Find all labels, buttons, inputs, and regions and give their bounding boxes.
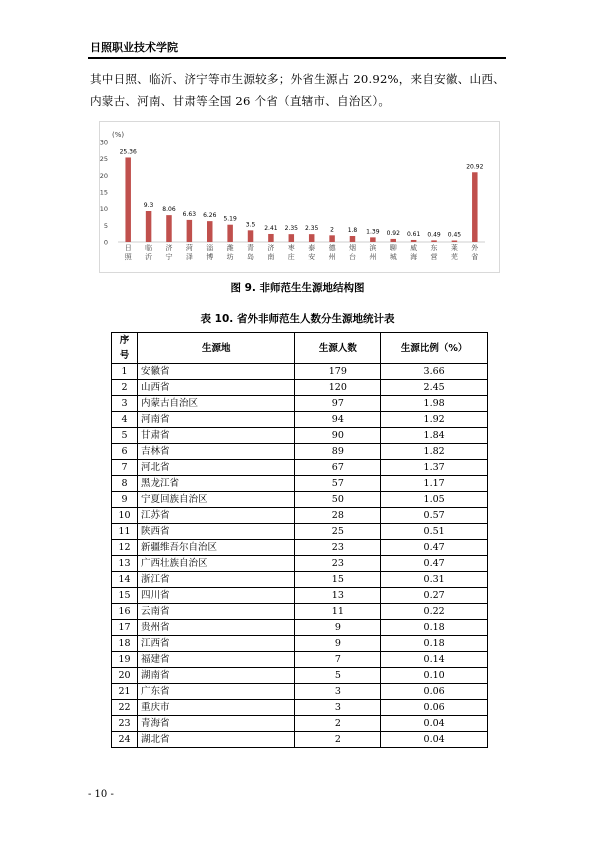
cell-index: 9: [112, 492, 138, 508]
table-row: [112, 492, 488, 508]
origin-table: [111, 332, 488, 748]
bar: [411, 240, 417, 242]
x-tick-label: 南: [267, 253, 275, 261]
bar-chart: [100, 122, 499, 272]
x-tick-label: 聊: [389, 244, 397, 252]
cell-index: 24: [112, 732, 138, 748]
cell-origin: 贵州省: [137, 620, 294, 636]
data-label: 0.61: [406, 230, 421, 238]
x-tick-label: 青: [247, 244, 255, 252]
cell-index: 12: [112, 540, 138, 556]
cell-ratio: 0.47: [381, 556, 488, 572]
data-label: 2: [330, 226, 334, 234]
cell-count: 23: [295, 556, 381, 572]
cell-index: 14: [112, 572, 138, 588]
cell-origin: 黑龙江省: [137, 476, 294, 492]
header-origin: 生源地: [137, 333, 294, 364]
bar: [329, 235, 335, 242]
cell-index: 19: [112, 652, 138, 668]
x-tick-label: 城: [389, 253, 397, 261]
x-tick-label: 岛: [247, 253, 255, 261]
cell-index: 21: [112, 684, 138, 700]
bar: [370, 237, 376, 242]
cell-ratio: 0.04: [381, 732, 488, 748]
cell-count: 3: [295, 700, 381, 716]
figure-caption: 图 9. 非师范生生源地结构图: [230, 282, 365, 294]
cell-count: 11: [295, 604, 381, 620]
x-tick-label: 外: [471, 244, 479, 252]
cell-ratio: 0.14: [381, 652, 488, 668]
data-label: 0.92: [386, 229, 400, 237]
cell-count: 67: [295, 460, 381, 476]
data-label: 6.26: [203, 212, 217, 220]
intro-paragraph: 其中日照、临沂、济宁等市生源较多；外省生源占 20.92%，来自安徽、山西、内蒙古、河南、甘肃等全国 26 个省（直辖市、自治区）。: [90, 72, 505, 108]
cell-count: 57: [295, 476, 381, 492]
data-label: 20.92: [466, 163, 484, 171]
cell-origin: 宁夏回族自治区: [137, 492, 294, 508]
bar: [187, 220, 193, 242]
bar: [431, 240, 437, 242]
cell-origin: 浙江省: [137, 572, 294, 588]
y-tick-label: 30: [100, 138, 108, 147]
x-tick-label: 博: [206, 253, 214, 261]
cell-origin: 陕西省: [137, 524, 294, 540]
cell-count: 15: [295, 572, 381, 588]
cell-ratio: 0.06: [381, 684, 488, 700]
header-ratio: 生源比例（%）: [381, 333, 488, 364]
x-tick-label: 坊: [226, 253, 234, 261]
header-count: 生源人数: [295, 333, 381, 364]
x-tick-label: 泽: [185, 253, 193, 261]
cell-ratio: 1.98: [381, 396, 488, 412]
cell-count: 9: [295, 636, 381, 652]
table-header-row: [112, 333, 488, 364]
bar: [268, 234, 274, 242]
x-tick-label: 淄: [206, 244, 214, 252]
x-tick-label: 莱: [450, 244, 458, 252]
table-row: [112, 396, 488, 412]
header-title: 日照职业技术学院: [90, 41, 178, 54]
cell-ratio: 0.57: [381, 508, 488, 524]
x-tick-label: 济: [165, 244, 173, 252]
cell-ratio: 1.05: [381, 492, 488, 508]
cell-count: 2: [295, 716, 381, 732]
bar: [309, 234, 315, 242]
cell-index: 7: [112, 460, 138, 476]
y-tick-label: 25: [100, 155, 108, 164]
x-tick-label: 营: [430, 253, 438, 261]
cell-index: 15: [112, 588, 138, 604]
bar: [248, 230, 254, 242]
y-tick-label: 5: [103, 221, 108, 230]
cell-origin: 广东省: [137, 684, 294, 700]
data-label: 8.06: [162, 206, 176, 214]
x-tick-label: 德: [328, 244, 336, 252]
cell-origin: 福建省: [137, 652, 294, 668]
cell-index: 20: [112, 668, 138, 684]
table-row: [112, 572, 488, 588]
data-label: 3.5: [245, 221, 256, 229]
cell-origin: 山西省: [137, 380, 294, 396]
cell-origin: 新疆维吾尔自治区: [137, 540, 294, 556]
bar: [166, 215, 172, 242]
cell-ratio: 0.51: [381, 524, 488, 540]
bar: [146, 211, 152, 242]
cell-count: 97: [295, 396, 381, 412]
table-row: [112, 460, 488, 476]
cell-ratio: 3.66: [381, 364, 488, 380]
cell-origin: 湖南省: [137, 668, 294, 684]
cell-origin: 青海省: [137, 716, 294, 732]
table-row: [112, 428, 488, 444]
cell-index: 10: [112, 508, 138, 524]
cell-count: 50: [295, 492, 381, 508]
cell-origin: 吉林省: [137, 444, 294, 460]
data-label: 1.39: [366, 228, 380, 236]
y-tick-label: 20: [100, 171, 108, 180]
cell-index: 3: [112, 396, 138, 412]
bar: [227, 225, 233, 242]
data-label: 25.36: [119, 148, 137, 156]
x-tick-label: 庄: [287, 253, 295, 261]
x-tick-label: 沂: [145, 253, 153, 261]
cell-count: 5: [295, 668, 381, 684]
x-tick-label: 菏: [185, 244, 193, 252]
table-row: [112, 604, 488, 620]
cell-ratio: 1.84: [381, 428, 488, 444]
y-tick-label: 15: [100, 188, 108, 197]
cell-ratio: 0.06: [381, 700, 488, 716]
cell-ratio: 0.47: [381, 540, 488, 556]
table-row: [112, 636, 488, 652]
cell-ratio: 0.18: [381, 620, 488, 636]
cell-index: 23: [112, 716, 138, 732]
cell-ratio: 0.22: [381, 604, 488, 620]
table-row: [112, 540, 488, 556]
table-row: [112, 364, 488, 380]
bar: [207, 221, 213, 242]
x-tick-label: 枣: [287, 244, 295, 252]
cell-ratio: 0.04: [381, 716, 488, 732]
table-row: [112, 508, 488, 524]
header-divider: [88, 57, 506, 59]
cell-origin: 江苏省: [137, 508, 294, 524]
bar: [350, 236, 356, 242]
bar: [452, 241, 458, 243]
x-tick-label: 海: [410, 253, 418, 261]
x-tick-label: 台: [348, 253, 356, 261]
cell-index: 4: [112, 412, 138, 428]
cell-origin: 江西省: [137, 636, 294, 652]
cell-count: 179: [295, 364, 381, 380]
cell-index: 6: [112, 444, 138, 460]
data-label: 1.8: [347, 227, 358, 234]
cell-origin: 广西壮族自治区: [137, 556, 294, 572]
cell-count: 120: [295, 380, 381, 396]
table-row: [112, 700, 488, 716]
cell-count: 7: [295, 652, 381, 668]
data-label: 2.35: [284, 225, 298, 233]
data-label: 9.3: [143, 202, 154, 209]
cell-index: 8: [112, 476, 138, 492]
x-tick-label: 济: [267, 244, 275, 252]
cell-ratio: 1.82: [381, 444, 488, 460]
x-tick-label: 州: [328, 253, 336, 261]
x-tick-label: 威: [410, 244, 418, 252]
cell-count: 94: [295, 412, 381, 428]
table-row: [112, 668, 488, 684]
x-tick-label: 潍: [226, 244, 234, 252]
data-label: 6.63: [182, 210, 197, 218]
cell-ratio: 1.17: [381, 476, 488, 492]
cell-count: 2: [295, 732, 381, 748]
table-caption: 表 10. 省外非师范生人数分生源地统计表: [200, 313, 395, 325]
x-tick-label: 烟: [348, 244, 356, 252]
table-row: [112, 716, 488, 732]
page-number: - 10 -: [88, 789, 114, 800]
data-label: 0.45: [447, 231, 462, 239]
table-row: [112, 652, 488, 668]
cell-index: 22: [112, 700, 138, 716]
cell-index: 13: [112, 556, 138, 572]
cell-index: 1: [112, 364, 138, 380]
table-row: [112, 732, 488, 748]
cell-count: 25: [295, 524, 381, 540]
x-tick-label: 东: [430, 244, 438, 252]
table-row: [112, 524, 488, 540]
x-tick-label: 临: [145, 244, 153, 252]
table-body: [112, 364, 488, 748]
chart-container: [99, 121, 500, 273]
cell-index: 5: [112, 428, 138, 444]
table-row: [112, 620, 488, 636]
cell-count: 3: [295, 684, 381, 700]
table-row: [112, 380, 488, 396]
bar: [289, 234, 295, 242]
cell-ratio: 0.27: [381, 588, 488, 604]
cell-count: 9: [295, 620, 381, 636]
data-label: 2.35: [305, 225, 319, 233]
x-tick-label: 省: [471, 253, 479, 261]
x-tick-label: 滨: [369, 244, 377, 252]
cell-ratio: 0.18: [381, 636, 488, 652]
table-row: [112, 588, 488, 604]
cell-count: 90: [295, 428, 381, 444]
cell-count: 28: [295, 508, 381, 524]
cell-count: 23: [295, 540, 381, 556]
cell-origin: 内蒙古自治区: [137, 396, 294, 412]
data-label: 2.41: [264, 224, 278, 232]
cell-index: 18: [112, 636, 138, 652]
table-row: [112, 556, 488, 572]
cell-count: 13: [295, 588, 381, 604]
cell-origin: 湖北省: [137, 732, 294, 748]
x-tick-label: 州: [369, 253, 377, 261]
header-index: 序号: [112, 333, 138, 364]
cell-index: 17: [112, 620, 138, 636]
x-tick-label: 日: [124, 244, 132, 252]
bar: [125, 157, 131, 242]
x-tick-label: 照: [124, 253, 132, 261]
cell-ratio: 2.45: [381, 380, 488, 396]
cell-origin: 甘肃省: [137, 428, 294, 444]
cell-origin: 四川省: [137, 588, 294, 604]
x-tick-label: 芜: [450, 253, 458, 261]
y-tick-label: 0: [103, 238, 108, 247]
cell-ratio: 1.37: [381, 460, 488, 476]
data-label: 5.19: [223, 215, 237, 223]
cell-origin: 云南省: [137, 604, 294, 620]
x-tick-label: 宁: [165, 253, 173, 261]
y-axis-label: (%): [112, 131, 125, 139]
cell-index: 16: [112, 604, 138, 620]
data-label: 0.49: [427, 231, 441, 239]
cell-ratio: 0.10: [381, 668, 488, 684]
bar: [472, 172, 478, 242]
cell-index: 2: [112, 380, 138, 396]
cell-index: 11: [112, 524, 138, 540]
cell-ratio: 0.31: [381, 572, 488, 588]
table-row: [112, 444, 488, 460]
bar: [391, 239, 397, 242]
cell-origin: 河南省: [137, 412, 294, 428]
cell-ratio: 1.92: [381, 412, 488, 428]
table-row: [112, 684, 488, 700]
cell-count: 89: [295, 444, 381, 460]
cell-origin: 重庆市: [137, 700, 294, 716]
table-row: [112, 412, 488, 428]
table-row: [112, 476, 488, 492]
x-tick-label: 安: [308, 253, 316, 261]
y-tick-label: 10: [100, 205, 108, 214]
cell-origin: 河北省: [137, 460, 294, 476]
cell-origin: 安徽省: [137, 364, 294, 380]
x-tick-label: 泰: [308, 244, 316, 252]
